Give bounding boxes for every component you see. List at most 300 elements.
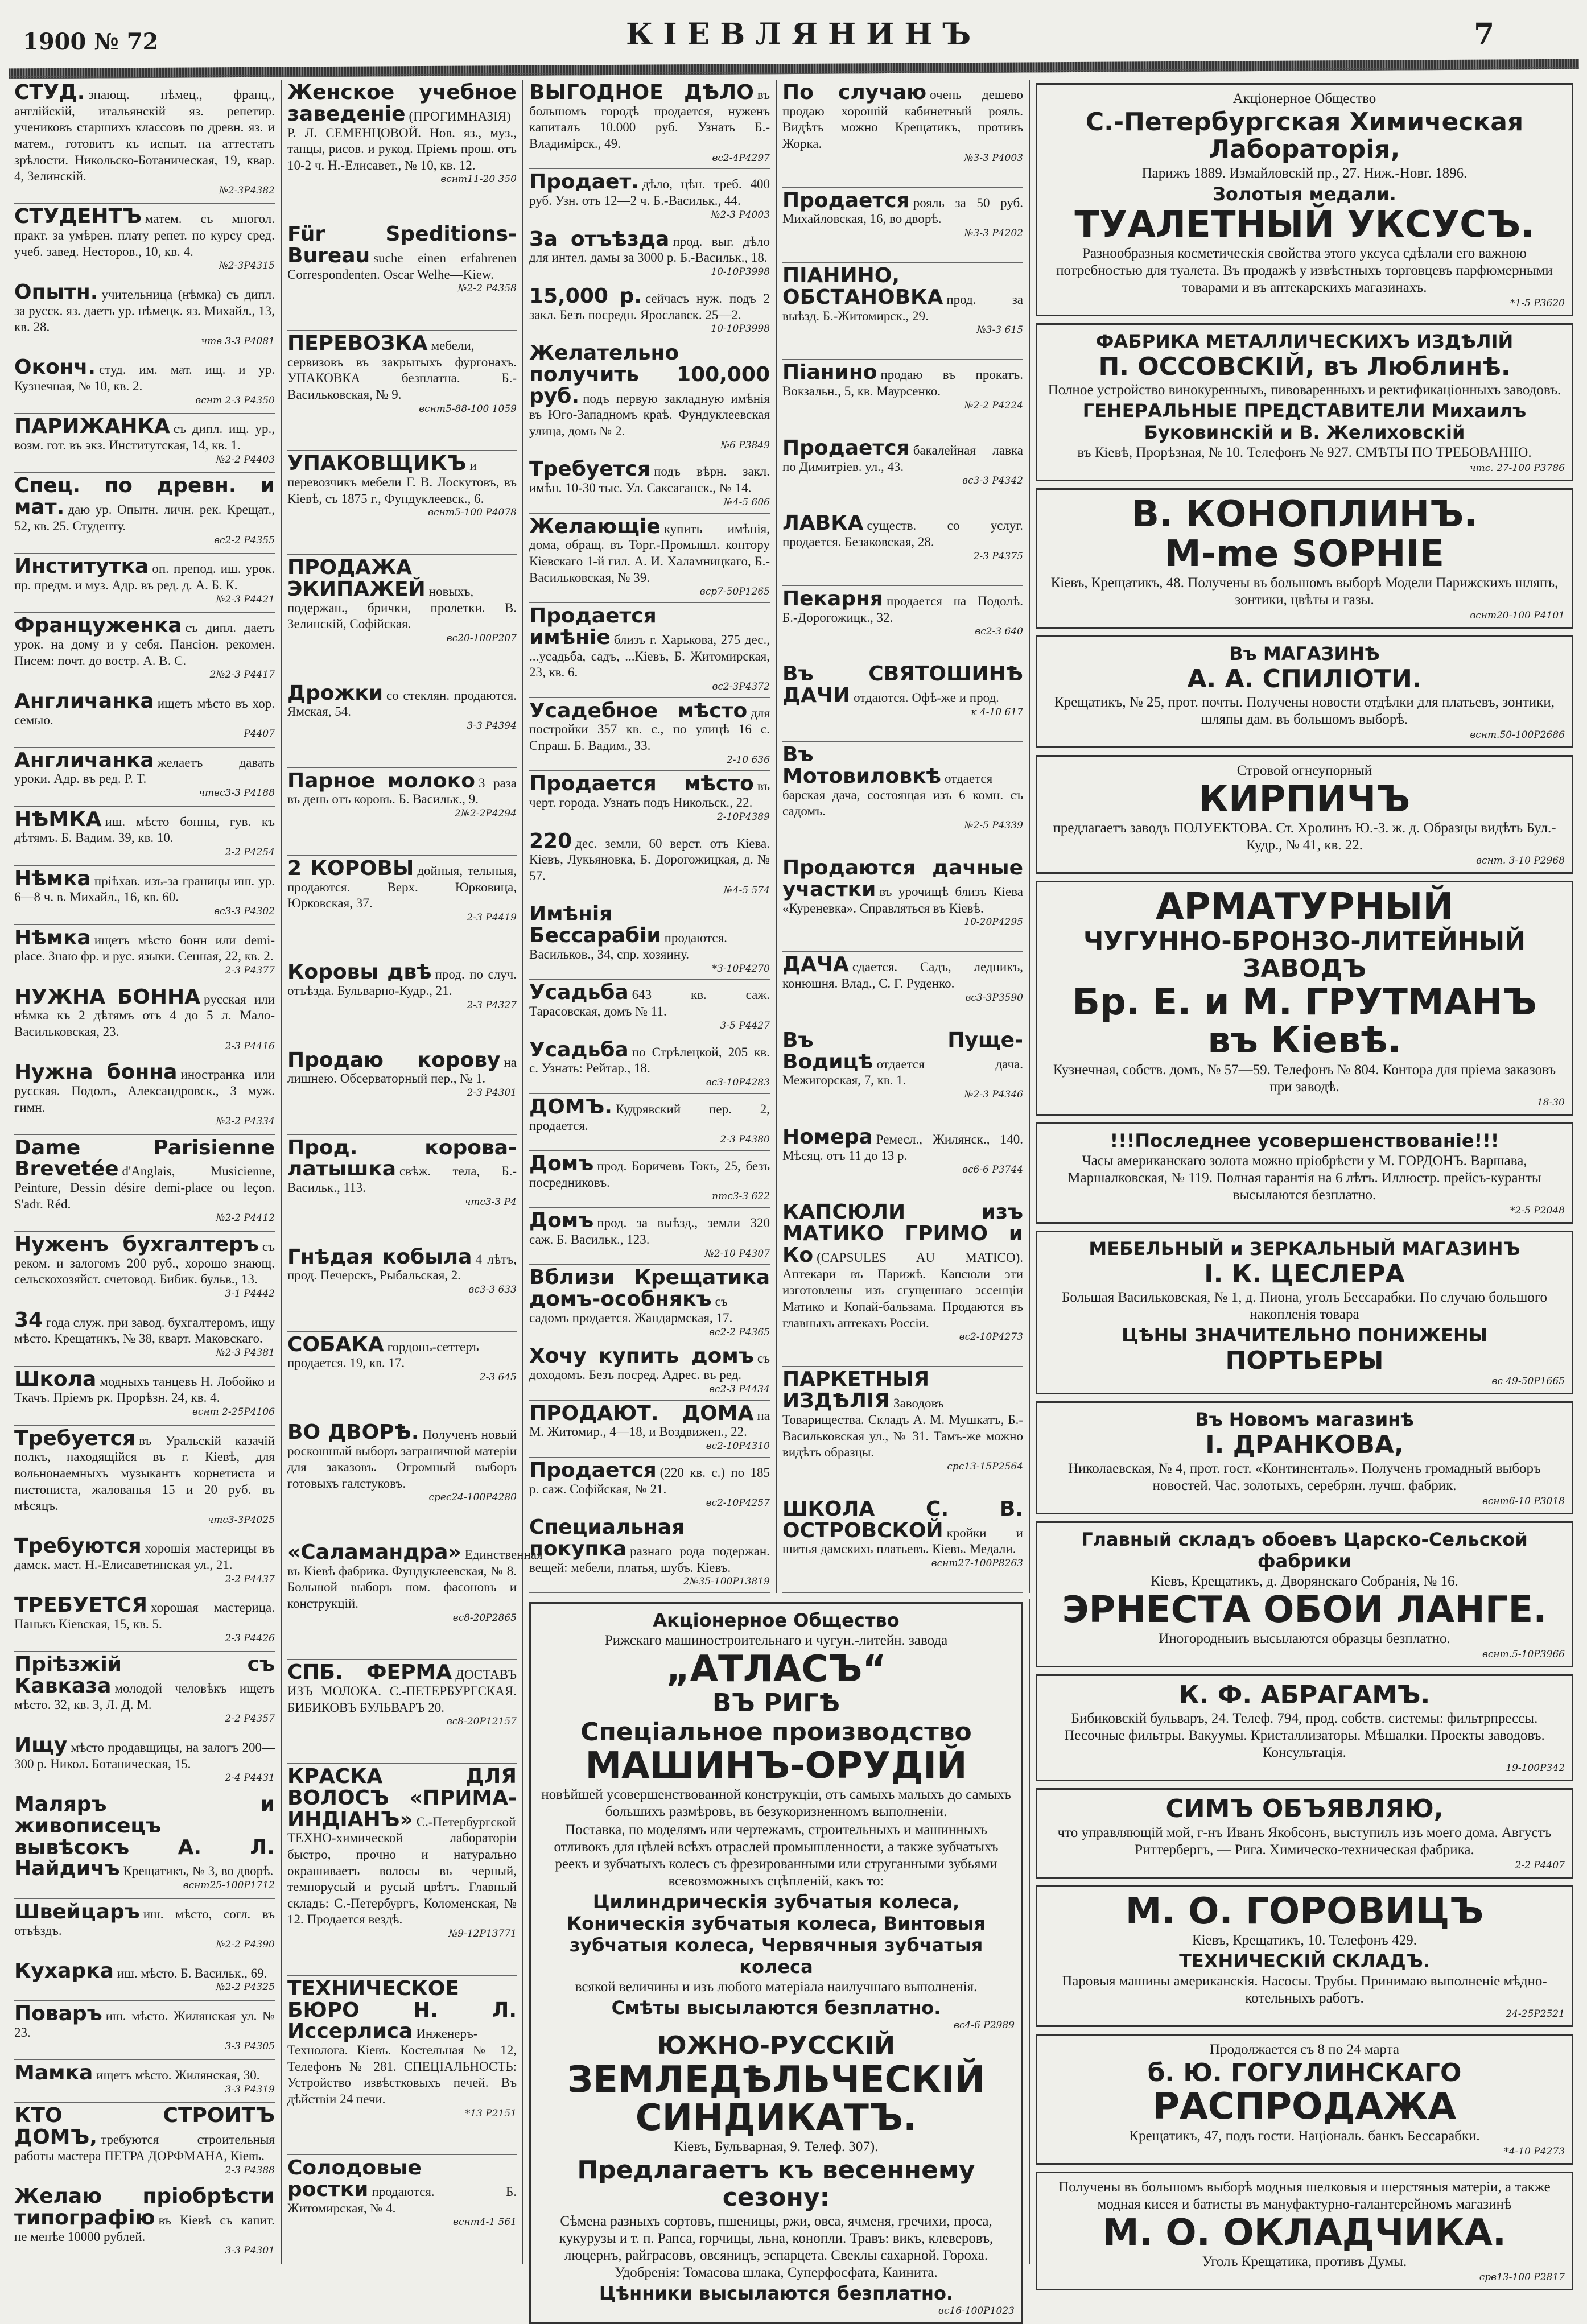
ad-body: со стеклян. продаются. Ямская, 54. (287, 688, 517, 719)
ad-headline: Вблизи Крещатика домъ-особнякъ (529, 1266, 770, 1311)
ad-code: 2№2-3 Р4417 (209, 669, 275, 681)
ad-body: въ черт. города. Узнать подъ Никольск., 22. (529, 779, 770, 810)
classified-ad (529, 1514, 770, 1593)
ad-body: иностранка или русская. Подолъ, Александровск., 3 муж. гимн. (14, 1067, 275, 1114)
ad-code: вс8-20Р2865 (452, 1612, 517, 1624)
display-ad (529, 1602, 1023, 2324)
ad-headline: Dame Parisienne Brevetée (14, 1136, 275, 1181)
ad-line: Акціонерное Общество (653, 1609, 900, 1631)
ad-line: ЮЖНО-РУССКІЙ (657, 2031, 895, 2061)
ad-body: и перевозчикъ мебели Г. В. Лоскутовъ, въ Кіевѣ, съ 1875 г., Фундуклеевск., 6. (287, 459, 517, 506)
ad-line: І. К. ЦЕСЛЕРА (1204, 1259, 1405, 1289)
ad-body: иш. мѣсто. Жилянская ул. № 23. (14, 2009, 275, 2040)
ad-code: 10-20Р4295 (964, 917, 1023, 928)
ad-code: №2-2 Р4403 (216, 453, 275, 465)
ad-headline: Піанино (782, 361, 877, 385)
ad-line: Кузнечная, собств. домъ, № 57—59. Телефонъ № 804. Контора для пріема заказовъ при заводѣ. (1053, 1062, 1556, 1095)
ad-line: Рижскаго машиностроительнаго и чугун.-литейн. завода (604, 1633, 948, 1648)
classified-ad (529, 1343, 770, 1400)
ad-body: подъ вѣрн. закл. имѣн. 10-30 тыс. Ул. Саксаганск., № 14. (529, 464, 770, 496)
ad-headline: Женское учебное заведеніе (287, 81, 517, 126)
ad-headline: СТУДЕНТЪ (14, 205, 142, 229)
classified-ad (287, 856, 517, 960)
classified-ad (14, 1791, 275, 1899)
classified-ad (14, 613, 275, 688)
ad-headline: ПАРКЕТНЫЯ ИЗДѢЛІЯ (782, 1368, 930, 1413)
ad-body: отдается барская дача, состоящая изъ 6 комн. съ садомъ. (782, 771, 1023, 819)
ad-line: ЭРНЕСТА ОБОИ ЛАНГЕ. (1062, 1588, 1547, 1631)
ad-code: вс6-6 Р3744 (962, 1164, 1023, 1176)
ad-line: Предлагаетъ къ весеннему сезону: (577, 2155, 975, 2212)
ad-body: очень дешево продаю хорошій кабинетный рояль. Видѣть можно Крещатикъ, противъ Жорка. (782, 88, 1023, 151)
display-ad (1036, 1885, 1573, 2027)
ad-line: Бр. Е. и М. ГРУТМАНЪ въ Кіевѣ. (1072, 981, 1537, 1062)
classified-ad (14, 1533, 275, 1592)
ad-headline: СОБАКА (287, 1332, 384, 1356)
ad-line: Цилиндрическія зубчатыя колеса, Коническія зубчатыя колеса, Винтовыя зубчатыя колеса, Червячныя зубчатыя колеса (566, 1891, 986, 1978)
display-ad (1036, 1788, 1573, 1878)
ad-headline: Домъ (529, 1151, 594, 1175)
ad-headline: Усадебное мѣсто (529, 699, 748, 723)
ad-body: Крещатикъ, № 3, во дворѣ. (123, 1864, 274, 1879)
ad-line: С.-Петербургская Химическая Лабораторія, (1085, 108, 1524, 164)
classified-ad (14, 1652, 275, 1732)
ad-headline: Пекарня (782, 587, 884, 610)
ad-headline: Домъ (529, 1209, 594, 1233)
ad-headline: ВЫГОДНОЕ ДѢЛО (529, 81, 754, 104)
classified-ad (14, 1367, 275, 1426)
ad-headline: Усадьба (529, 1038, 629, 1062)
ad-code: №2-3 Р4003 (711, 209, 770, 221)
ad-code: вс3-3 Р4342 (962, 475, 1023, 487)
ad-code: Р4407 (244, 728, 275, 740)
ad-headline: СПБ. ФЕРМА (287, 1661, 452, 1685)
ad-headline: Дрожки (287, 681, 384, 705)
ad-code: №3-3 Р4202 (964, 228, 1023, 240)
classified-ad (287, 1764, 517, 1976)
classified-ad (287, 2155, 517, 2264)
ad-body: съ садомъ продается. Жандармская, 17. (529, 1294, 733, 1325)
ad-body: купить имѣнія, дома, обращ. въ Торг.-Промышл. контору Кіевскаго 1-й гил. А. И. Халамницкаго, Б.-Васильковская, № 39. (529, 521, 770, 585)
classified-ad (287, 768, 517, 856)
ad-code: №4-5 606 (723, 496, 770, 508)
classified-ad (529, 514, 770, 603)
ad-body: хорошія мастерицы въ дамск. маст. Н.-Елисаветинская ул., 21. (14, 1541, 275, 1572)
classified-ad (529, 980, 770, 1037)
ad-headline: ПРОДАЖА ЭКИПАЖЕЙ (287, 556, 426, 601)
ad-code: чтв 3-3 Р4081 (201, 335, 275, 347)
ad-line: 2-2 Р4407 (1515, 1859, 1565, 1871)
ad-line: К. Ф. АБРАГАМЪ. (1178, 1681, 1431, 1710)
ad-body: подъ первую закладную имѣнія въ Юго-Западномъ краѣ. Фундуклеевская улица, домъ № 2. (529, 391, 770, 438)
ad-code: птс3-3 622 (712, 1191, 770, 1203)
classified-ad (14, 1307, 275, 1367)
ad-body: ищетъ мѣсто бонн или demi-place. Знаю фр. и рус. языки. Сенная, 22, кв. 2. (14, 932, 275, 964)
ad-body: (220 кв. с.) по 185 р. саж. Софійская, № 21. (529, 1465, 770, 1496)
ad-line: СИМЪ ОБЪЯВЛЯЮ, (1165, 1794, 1444, 1824)
ad-body: иш. мѣсто. Б. Васильк., 69. (117, 1966, 267, 1980)
ad-line: Спеціальное производство (580, 1717, 972, 1747)
classified-ad (287, 1976, 517, 2155)
classified-ad (529, 828, 770, 902)
ad-body: молодой человѣкъ ищетъ мѣсто. 32, кв. 3, Л. Д. М. (14, 1681, 275, 1712)
ad-headline: СТУД. (14, 81, 85, 104)
ad-code: чтвс3-3 Р4188 (199, 787, 275, 799)
ad-line: Главный складъ обоевъ Царско-Сельской фабрики (1081, 1528, 1528, 1572)
classified-ad (529, 340, 770, 456)
ad-code: 2-10Р4389 (717, 811, 770, 823)
ad-body: хорошая мастерица. Панькъ Кіевская, 15, кв. 5. (14, 1600, 275, 1632)
ad-code: 3-3 Р4394 (467, 720, 517, 732)
ad-line: Кіевъ, Крещатикъ, д. Дворянскаго Собранія, № 16. (1151, 1573, 1458, 1589)
classified-ad (14, 1899, 275, 1958)
ad-headline: Нужна бонна (14, 1060, 178, 1084)
classified-ad (782, 1367, 1023, 1496)
ad-headline: Швейцаръ (14, 1900, 140, 1923)
ad-code: №9-12Р13771 (448, 1928, 517, 1940)
classified-ad (14, 279, 275, 355)
ad-body: знающ. нѣмец., франц., англійскій, итальянскій яз. репетир. учениковъ старшихъ классовъ по древн. яз. и матем., готовитъ къ испыт. на аттестатъ зрѣлости. Никольско-Ботаническая, 19, квар. 4, Зелинскій. (14, 88, 275, 184)
ad-body: продаются. Б. Житомирская, № 4. (287, 2185, 517, 2215)
column-1 (9, 80, 282, 2264)
display-ad (1036, 1122, 1573, 1224)
ad-code: *13 Р2151 (465, 2107, 517, 2119)
classified-ad (287, 680, 517, 768)
ad-line: ЧУГУННО-БРОНЗО-ЛИТЕЙНЫЙ ЗАВОДЪ (1083, 926, 1526, 983)
ad-headline: Въ Мотовиловкѣ (782, 743, 941, 788)
ad-line: Паровыя машины американскія. Насосы. Трубы. Принимаю выполненіе мѣдно-котельныхъ работъ. (1062, 1973, 1547, 2006)
classified-ad (287, 451, 517, 555)
columns-3-4-display-ads (523, 1599, 1030, 2317)
ad-body: ДОСТАВЪ ИЗЪ МОЛОКА. С.-ПЕТЕРБУРГСКАЯ. БИБИКОВЪ БУЛЬВАРЪ 20. (287, 1667, 517, 1715)
ad-line: ФАБРИКА МЕТАЛЛИЧЕСКИХЪ ИЗДѢЛІЙ (1095, 330, 1514, 352)
ad-body: прод. по случ. отъѣзда. Бульварно-Кудр., 21. (287, 967, 517, 998)
ad-headline: 34 (14, 1308, 43, 1332)
ad-code: срс13-15Р2564 (947, 1460, 1023, 1472)
ad-line: вснт. 3-10 Р2968 (1476, 855, 1565, 867)
ad-headline: Француженка (14, 614, 182, 638)
classified-ad (287, 1332, 517, 1419)
ad-code: №2-2 Р4334 (216, 1116, 275, 1128)
ad-body: d'Anglais, Musicienne, Peinture, Dessin désire demi-place ou leçon. S'adr. Réd. (14, 1164, 275, 1211)
ad-code: 3-3 Р4301 (225, 2245, 275, 2257)
ad-headline: 2 КОРОВЫ (287, 856, 414, 880)
ad-code: №2-10 Р4307 (704, 1248, 770, 1260)
ad-code: 2-3 Р4388 (225, 2164, 275, 2176)
ad-headline: Продается (529, 1458, 657, 1482)
display-ad (1036, 83, 1573, 316)
ad-headline: Гнѣдая кобыла (287, 1245, 472, 1269)
ad-code: 3-3 Р4319 (225, 2083, 275, 2095)
ad-line: вс 49-50Р1665 (1491, 1376, 1565, 1388)
ad-body: отдается дача. Межигорская, 7, кв. 1. (782, 1056, 1023, 1088)
ad-code: вс3-3 Р4302 (214, 906, 275, 917)
classified-ad (782, 1027, 1023, 1124)
column-4 (777, 80, 1030, 1593)
ad-line: вс4-6 Р2989 (954, 2020, 1015, 2032)
classified-ad (287, 1539, 543, 1660)
classified-ad (14, 2103, 275, 2183)
ad-headline: Продается имѣніе (529, 604, 657, 649)
ad-headline: Специальная покупка (529, 1516, 685, 1561)
ad-code: №6 Р3849 (720, 439, 770, 451)
ad-body: кройки и шитья дамскихъ платьевъ. Кіевъ. Медали. (782, 1525, 1023, 1557)
ad-code: 2-3 Р4327 (467, 999, 517, 1011)
ad-line: Продолжается съ 8 по 24 марта (1210, 2041, 1399, 2057)
ad-line: ГЕНЕРАЛЬНЫЕ ПРЕДСТАВИТЕЛИ Михаилъ Буковинскій и В. Желиховскій (1082, 400, 1527, 444)
ad-line: МЕБЕЛЬНЫЙ и ЗЕРКАЛЬНЫЙ МАГАЗИНЪ (1089, 1237, 1520, 1260)
ad-body: съ дипл. даетъ урок. на дому и у себя. Пансіон. рекомен. Писем: почт. до востр. А. В. С. (14, 621, 275, 668)
ad-code: 3-5 Р4427 (720, 1019, 770, 1031)
ad-headline: Англичанка (14, 748, 154, 772)
ad-code: 2-2 Р4437 (225, 1573, 275, 1585)
ad-code: №2-2 Р4412 (216, 1212, 275, 1224)
ad-line: Бибиковскій бульваръ, 24. Телеф. 794, прод. собств. системы: фильтрпрессы. Песочные фильтры. Вакуумы. Кристаллизаторы. Мѣшалки. Проекты заводовъ. Консультація. (1064, 1711, 1545, 1761)
ad-code: 3-3 Р4305 (225, 2041, 275, 2053)
ad-body: ищетъ мѣсто въ хор. семью. (14, 696, 275, 727)
ad-code: 2-3 645 (479, 1372, 517, 1384)
ad-body: ищетъ мѣсто. Жилянская, 30. (96, 2068, 260, 2083)
classified-ad (287, 331, 517, 451)
classified-ad (14, 1059, 275, 1135)
ad-headline: Хочу купить домъ (529, 1344, 754, 1368)
ad-body: дѣло, цѣн. треб. 400 руб. Узн. отъ 12—2 ч. Б.-Васильк., 44. (529, 177, 770, 208)
ad-headline: ПІАНИНО, ОБСТАНОВКА (782, 264, 943, 309)
ad-code: №2-2 Р4224 (964, 399, 1023, 411)
ad-body: прод. за выѣзд. Б.-Житомирск., 29. (782, 292, 1023, 323)
ad-code: №3-3 615 (976, 324, 1023, 336)
ad-body: сейчасъ нуж. подъ 2 закл. Безъ посредн. Ярославск. 25—2. (529, 291, 770, 322)
classified-ad (529, 771, 770, 828)
ad-line: ТЕХНИЧЕСКІЙ СКЛАДЪ. (1179, 1950, 1430, 1972)
ad-headline: Институтка (14, 555, 149, 579)
ad-code: вс2-2 Р4365 (709, 1326, 770, 1338)
ad-headline: Продаются дачные участки (782, 856, 1023, 901)
ad-body: для постройки 357 кв. с., по улицѣ 16 с. Спраш. Б. Вадим., 33. (529, 705, 770, 753)
ad-headline: Желательно получить 100,000 руб. (529, 341, 770, 408)
classified-ad (14, 80, 275, 204)
ad-headline: Требуется (529, 457, 651, 481)
ad-line: 24-25Р2521 (1506, 2008, 1565, 2020)
ad-line: чтс. 27-100 Р3786 (1470, 463, 1565, 474)
ad-headline: Продает. (529, 170, 639, 194)
ad-line: вснт.5-10Р3966 (1482, 1649, 1565, 1661)
ad-body: съ доходомъ. Безъ посред. Адрес. въ ред. (529, 1351, 770, 1382)
ad-headline: Оконч. (14, 356, 96, 379)
ad-body: съ дипл. ищ. ур., возм. гот. въ экз. Институтская, 14, кв. 1. (14, 422, 275, 453)
ad-line: вс16-100Р1023 (938, 2305, 1015, 2317)
ad-headline: ДАЧА (782, 953, 849, 977)
classified-ad (782, 1199, 1023, 1367)
classified-ad (14, 1592, 275, 1652)
ad-line: П. ОССОВСКІЙ, въ Люблинѣ. (1098, 352, 1511, 381)
classified-ad (14, 354, 275, 414)
ad-code: 2№35-100Р13819 (683, 1576, 770, 1588)
ad-code: №2-3 Р4346 (964, 1088, 1023, 1100)
ad-headline: ВО ДВОРѢ. (287, 1420, 419, 1444)
ad-body: Заводовъ Товарищества. Складъ А. М. Мушкатъ, Б.-Васильковская ул., № 31. Тамъ-же можно видѣть образцы. (782, 1396, 1023, 1460)
ad-headline: Продаю корову (287, 1048, 501, 1072)
ad-headline: Кухарка (14, 1959, 114, 1983)
classified-ad (782, 188, 1023, 263)
classified-ad (529, 1151, 770, 1208)
classified-ad (14, 866, 275, 925)
ad-line: Кіевъ, Крещатикъ, 10. Телефонъ 429. (1192, 1932, 1417, 1948)
column-5 (1030, 80, 1579, 2283)
classified-ad (782, 742, 1023, 855)
classified-ad (782, 952, 1023, 1027)
ad-line: Кіевъ, Крещатикъ, 48. Получены въ большомъ выборѣ Модели Парижскихъ шляпъ, зонтики, цвѣты и газы. (1050, 575, 1559, 608)
ad-line: „АТЛАСЪ“ (666, 1648, 887, 1690)
classified-ad (14, 204, 275, 279)
classified-ad (529, 1458, 770, 1514)
display-ad (1036, 2034, 1573, 2165)
classified-ad (14, 1732, 275, 1791)
column-3 (523, 80, 777, 1593)
classified-ad (14, 2001, 275, 2060)
classified-ad (782, 360, 1023, 435)
ad-body: требуются строительныя работы мастера ПЕТРА ДОРФМАНА, Кіевъ. (14, 2132, 275, 2163)
ad-body: suche einen erfahrenen Correspondenten. Oscar Welhe—Kiew. (287, 250, 517, 282)
ad-line: !!!Последнее усовершенствованіе!!! (1110, 1129, 1499, 1151)
ad-body: новыхъ, подержан., брички, пролетки. В. Зелинскій, Софійская. (287, 584, 517, 631)
newspaper-title: КІЕВЛЯНИНЪ (626, 17, 982, 52)
ad-line: новѣйшей усовершенствованной конструкціи, отъ самыхъ малыхъ до самыхъ большихъ размѣровъ, въ безукоризненномъ выполненіи. (541, 1787, 1011, 1820)
classified-ad (782, 661, 1023, 742)
ad-line: КИРПИЧЪ (1198, 778, 1411, 821)
classified-ad (287, 555, 517, 680)
ad-code: вс2-10Р4257 (706, 1497, 770, 1509)
ad-line: Иногородныиъ высылаются образцы безплатно. (1159, 1631, 1450, 1647)
ad-code: вс3-10Р4283 (706, 1076, 770, 1088)
ad-headline: ДОМЪ. (529, 1095, 612, 1118)
classified-ad (529, 226, 770, 283)
ad-code: №2-3Р4315 (219, 260, 275, 272)
classified-ad (529, 901, 770, 980)
ad-line: ВЪ РИГѢ (712, 1689, 840, 1718)
ad-code: №2-3Р4382 (219, 184, 275, 196)
ad-body: иш. мѣсто бонны, гув. къ дѣтямъ. Б. Вадим. 39, кв. 10. (14, 814, 275, 845)
classified-ad (529, 1401, 770, 1458)
ad-body: Ремесл., Жилянск., 140. Мѣсяц. отъ 11 до 13 р. (782, 1132, 1023, 1163)
ad-line: вснт20-100 Р4101 (1470, 609, 1565, 621)
ad-headline: Солодовые ростки (287, 2156, 422, 2202)
ad-code: к 4-10 617 (971, 706, 1023, 718)
classified-ad (14, 554, 275, 613)
ad-line: *2-5 Р2048 (1510, 1204, 1565, 1216)
ad-code: №3-3 Р4003 (964, 152, 1023, 164)
ad-headline: Школа (14, 1367, 97, 1391)
display-ad (1036, 881, 1573, 1115)
ad-line: МАШИНЪ-ОРУДІЙ (585, 1744, 967, 1787)
classified-ad (782, 80, 1023, 188)
classified-ad (529, 169, 770, 226)
ad-code: №2-5 Р4339 (964, 819, 1023, 831)
ad-body: въ Уральскій казачій полкъ, находящійся въ г. Кіевѣ, для вольнонаемныхъ музыкантъ корнетиста и пистониста, жалованья 15 и 20 руб. въ мѣсяцъ. (14, 1433, 275, 1513)
ad-body: иш. мѣсто, согл. въ отъѣздъ. (14, 1906, 275, 1938)
classified-ad (529, 283, 770, 340)
ad-body: прод. выг. дѣло для интел. дамы за 3000 р. Б.-Васильк., 18. (529, 234, 770, 265)
ad-headline: Желающіе (529, 514, 661, 538)
ad-body: на лишнею. Обсерваторный пер., № 1. (287, 1055, 517, 1086)
ad-line: *4-10 Р4273 (1504, 2145, 1565, 2157)
ad-headline: ПАРИЖАНКА (14, 415, 170, 439)
ad-body: по Стрѣлецкой, 205 кв. с. Узнать: Рейтар., 18. (529, 1045, 770, 1076)
classified-ad (287, 1244, 517, 1332)
classified-ad (14, 2183, 275, 2264)
classified-ad (782, 1124, 1023, 1199)
issue-number: 1900 № 72 (23, 28, 159, 55)
ad-code: вс2-3 640 (975, 626, 1023, 638)
ad-headline: Нѣмка (14, 926, 91, 950)
ad-headline: Парное молоко (287, 769, 475, 792)
classified-ad (782, 510, 1023, 585)
ad-body: Кудрявский пер. 2, продается. (529, 1101, 770, 1133)
ad-body: (CAPSULES AU MATICO). Аптекари въ Парижѣ. Капсюли эти изготовлены изъ сгущеннаго эссенціи Матико и Копай-бальзама. Продаются въ главныхъ аптекахъ Россіи. (782, 1250, 1023, 1330)
ad-body: мебели, сервизовъ въ закрытыхъ фургонахъ. УПАКОВКА безплатна. Б.-Васильковская, № 9. (287, 339, 517, 402)
ad-line: М. О. ГОРОВИЦЪ (1125, 1890, 1484, 1933)
ad-headline: Требуются (14, 1534, 142, 1558)
ad-code: 2-3 Р4380 (720, 1134, 770, 1146)
classified-ad (529, 603, 770, 698)
ad-body: продается на Подолѣ. Б.-Дорогожицк., 32. (782, 593, 1023, 625)
ad-line: Уголъ Крещатика, противъ Думы. (1202, 2253, 1407, 2269)
ad-line: Золотыя медали. (1213, 183, 1396, 205)
classified-ad (529, 1208, 770, 1265)
ad-line: Стровой огнеупорный (1236, 763, 1372, 779)
ad-headline: Продается мѣсто (529, 772, 754, 796)
classified-ad (287, 1660, 517, 1764)
ad-body: учительница (нѣмка) съ дипл. за русск. яз. даетъ ур. нѣмецк. яз. Михайл., 13, кв. 28. (14, 287, 275, 335)
display-ad (1036, 488, 1573, 628)
classified-ad (14, 473, 275, 554)
ad-code: №4-5 574 (723, 884, 770, 896)
ad-headline: Für Speditions-Bureau (287, 222, 517, 267)
ad-body: продаю въ прокатъ. Вокзальн., 5, кв. Маурсенко. (782, 368, 1023, 399)
ad-body: желаетъ давать уроки. Адр. въ ред. Р. Т. (14, 755, 275, 786)
classified-ad (287, 1419, 517, 1539)
ad-headline: ШКОЛА С. В. ОСТРОВСКОЙ (782, 1497, 1023, 1542)
ad-line: что управляющій мой, г-нъ Иванъ Якобсонъ, выступилъ изъ моего дома. Августъ Риттербергъ, — Рига. Химическо-техническая фабрика. (1057, 1824, 1552, 1857)
ad-line: б. Ю. ГОГУЛИНСКАГО (1147, 2058, 1462, 2087)
classified-ad (287, 80, 517, 221)
ad-headline: ТЕХНИЧЕСКОЕ БЮРО Н. Л. Иссерлиса (287, 1976, 517, 2044)
classified-ad (782, 855, 1023, 952)
ad-body: даю ур. Опытн. личн. рек. Крещат., 52, кв. 25. Студенту. (14, 502, 275, 533)
ad-body: въ Кіевѣ съ капит. не менѣе 10000 рублей. (14, 2212, 275, 2244)
ad-line: ПОРТЬЕРЫ (1225, 1346, 1384, 1376)
ad-body: Инженеръ-Технолога. Кіевъ. Костельная № 12, Телефонъ № 281. СПЕЦІАЛЬНОСТЬ: Устройство извѣстковыхъ печей. Въ дѣйствіи 24 печи. (287, 2026, 517, 2106)
ad-body: дойныя, тельныя, продаются. Верх. Юрковица, Юрковская, 37. (287, 863, 517, 911)
ad-line: Крещатикъ, № 25, прот. почты. Получены новости отдѣлки для платьевъ, зонтики, шляпы дам. въ большомъ выборѣ. (1054, 695, 1555, 728)
classified-ad (14, 925, 275, 984)
ad-code: вснт5-100 Р4078 (428, 507, 517, 519)
ad-headline: ТРЕБУЕТСЯ (14, 1594, 148, 1617)
ad-body: съ реком. и залогомъ 200 руб., хорошо знающ. сельскохозяйст. счетовод. Бибик. бульв., 13. (14, 1240, 275, 1287)
ad-code: срес24-100Р4280 (428, 1492, 517, 1504)
ad-code: чтс3-3 Р4 (464, 1196, 517, 1208)
classified-ad (782, 1496, 1023, 1593)
ad-line: Часы американскаго золота можно пріобрѣсти у М. ГОРДОНЪ. Варшава, Маршалковская, № 119. Полная гарантія на 6 лѣтъ. Иллюстр. прейсъ-куранты высылаются безплатно. (1067, 1153, 1541, 1203)
classified-ad (14, 807, 275, 866)
ad-headline: Номера (782, 1125, 873, 1149)
page-number: 7 (1474, 17, 1495, 52)
classified-ad (529, 1094, 770, 1151)
ad-line: Парижъ 1889. Измайловскій пр., 27. Ниж.-Новг. 1896. (1141, 165, 1468, 181)
ad-code: вснт4-1 561 (453, 2216, 517, 2228)
ad-code: вс2-2 Р4355 (214, 534, 275, 546)
ad-headline: Усадьба (529, 981, 629, 1005)
